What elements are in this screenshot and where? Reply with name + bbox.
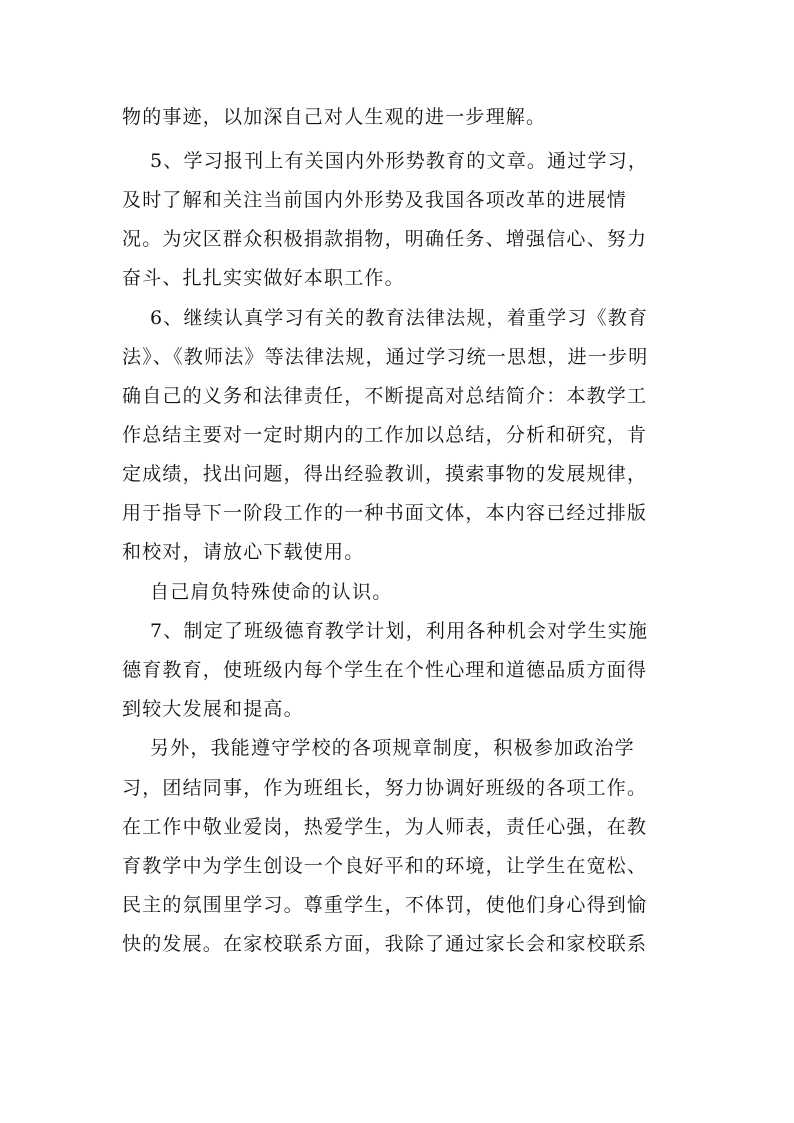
text-line: 民主的氛围里学习。尊重学生，不体罚，使他们身心得到愉 [122,894,648,916]
text-line: 作总结主要对一定时期内的工作加以总结，分析和研究，肯 [122,424,648,446]
text-line: 用于指导下一阶段工作的一种书面文体，本内容已经过排版 [122,502,648,524]
text-line: 育教学中为学生创设一个良好平和的环境，让学生在宽松、 [122,855,648,877]
text-line: 5、学习报刊上有关国内外形势教育的文章。通过学习， [150,150,649,172]
text-line: 和校对，请放心下载使用。 [122,541,365,563]
text-line: 在工作中敬业爱岗，热爱学生，为人师表，责任心强，在教 [122,816,648,838]
text-line: 习，团结同事，作为班组长，努力协调好班级的各项工作。 [122,777,648,799]
text-line: 及时了解和关注当前国内外形势及我国各项改革的进展情 [122,189,628,211]
text-line: 奋斗、扎扎实实做好本职工作。 [122,267,405,289]
text-line: 况。为灾区群众积极捐款捐物，明确任务、增强信心、努力 [122,228,648,250]
text-line: 物的事迹，以加深自己对人生观的进一步理解。 [122,106,547,128]
text-line: 法》、《教师法》等法律法规，通过学习统一思想，进一步明 [122,346,649,368]
text-line: 德育教育，使班级内每个学生在个性心理和道德品质方面得 [122,659,648,681]
text-line: 定成绩，找出问题，得出经验教训，摸索事物的发展规律， [122,463,648,485]
text-line: 自己肩负特殊使命的认识。 [150,581,393,603]
text-line: 快的发展。在家校联系方面，我除了通过家长会和家校联系 [122,933,648,955]
text-line: 确自己的义务和法律责任，不断提高对总结简介：本教学工 [122,385,648,407]
text-line: 7、制定了班级德育教学计划，利用各种机会对学生实施 [150,620,649,642]
text-line: 到较大发展和提高。 [122,698,304,720]
text-line: 另外，我能遵守学校的各项规章制度，积极参加政治学 [150,737,635,759]
text-line: 6、继续认真学习有关的教育法律法规，着重学习《教育 [150,307,649,329]
